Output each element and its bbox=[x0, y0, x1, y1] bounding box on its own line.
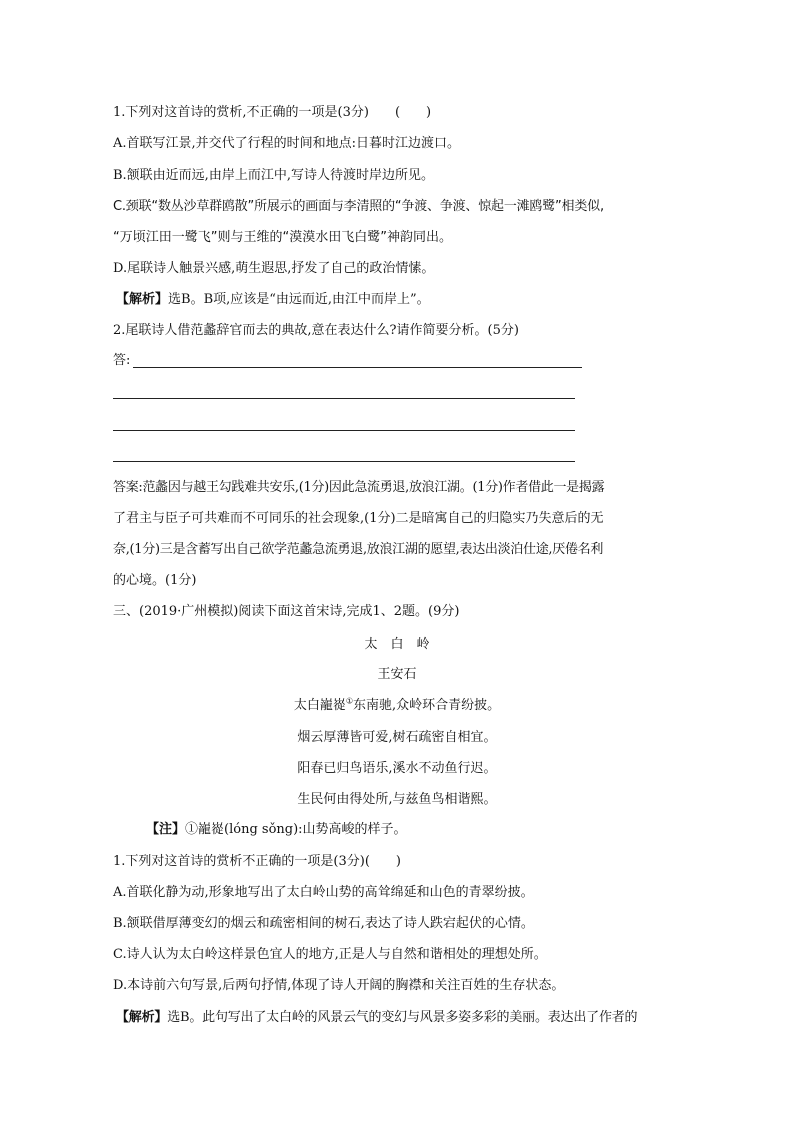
poem-line-2: 烟云厚薄皆可爱,树石疏密自相宜。 bbox=[297, 730, 497, 745]
note-text: ①巃嵸(lóng sǒng):山势高峻的样子。 bbox=[185, 822, 407, 837]
poem-note bbox=[146, 821, 407, 839]
poem-line-1a: 太白巃嵸 bbox=[293, 698, 346, 713]
option-b: B.颔联由近而远,由岸上而江中,写诗人待渡时岸边所见。 bbox=[113, 168, 434, 183]
option-a: A.首联写江景,并交代了行程的时间和地点:日暮时江边渡口。 bbox=[113, 136, 461, 151]
answer-blank-2[interactable] bbox=[113, 398, 575, 399]
footnote-marker: ① bbox=[345, 696, 354, 706]
answer-blank-4[interactable] bbox=[113, 461, 575, 462]
answer-blank-3[interactable] bbox=[113, 430, 575, 431]
option-c-line1: C.颈联“数丛沙草群鸥散”所展示的画面与李清照的“争渡、争渡、惊起一滩鸥鹭”相类似, bbox=[113, 199, 604, 214]
poem-author: 王安石 bbox=[377, 667, 417, 682]
poem-title: 太 白 岭 bbox=[364, 637, 430, 652]
q1-title: 1.下列对这首诗的赏析,不正确的一项是(3分) ( ) bbox=[113, 105, 432, 120]
answer-blank-1[interactable] bbox=[133, 367, 582, 368]
answer-para-1: 答案:范蠡因与越王勾践难共安乐,(1分)因此急流勇退,放浪江湖。(1分)作者借此一是揭露 bbox=[113, 480, 605, 495]
q3-option-c: C.诗人认为太白岭这样景色宜人的地方,正是人与自然和谐相处的理想处所。 bbox=[113, 947, 547, 962]
poem-line-1 bbox=[0, 697, 794, 715]
q2-title: 2.尾联诗人借范蠡辞官而去的典故,意在表达什么?请作简要分析。(5分) bbox=[113, 323, 519, 338]
analysis-text: 选B。B项,应该是“由远而近,由江中而岸上”。 bbox=[168, 292, 430, 307]
q3-analysis-tag: 【解析】 bbox=[116, 1010, 168, 1025]
section-heading: 三、(2019·广州模拟)阅读下面这首宋诗,完成1、2题。(9分) bbox=[113, 604, 460, 619]
option-c-line2: “万顷江田一鹭飞”则与王维的“漠漠水田飞白鹭”神韵同出。 bbox=[113, 230, 452, 245]
q3-analysis bbox=[116, 1009, 637, 1027]
poem-line-4: 生民何由得处所,与兹鱼鸟相谐熙。 bbox=[297, 792, 497, 807]
poem-line-1b: 东南驰,众岭环合青纷披。 bbox=[353, 698, 501, 713]
q3-analysis-text: 选B。此句写出了太白岭的风景云气的变幻与风景多姿多彩的美丽。表达出了作者的 bbox=[167, 1010, 638, 1025]
answer-prefix: 答: bbox=[113, 353, 131, 368]
note-tag: 【注】 bbox=[146, 822, 186, 837]
analysis-tag: 【解析】 bbox=[116, 292, 169, 307]
analysis bbox=[116, 291, 430, 309]
q3-title: 1.下列对这首诗的赏析不正确的一项是(3分)( ) bbox=[113, 854, 401, 869]
poem-line-3: 阳春已归鸟语乐,溪水不动鱼行迟。 bbox=[297, 761, 497, 776]
option-d: D.尾联诗人触景兴感,萌生遐思,抒发了自己的政治情愫。 bbox=[113, 261, 435, 276]
q3-option-d: D.本诗前六句写景,后两句抒情,体现了诗人开阔的胸襟和关注百姓的生存状态。 bbox=[113, 978, 565, 993]
q3-option-a: A.首联化静为动,形象地写出了太白岭山势的高耸绵延和山色的青翠纷披。 bbox=[113, 885, 534, 900]
answer-para-3: 奈,(1分)三是含蓄写出自己欲学范蠡急流勇退,放浪江湖的愿望,表达出淡泊仕途,厌倦名利 bbox=[113, 542, 604, 557]
answer-para-4: 的心境。(1分) bbox=[113, 573, 197, 588]
q3-option-b: B.颔联借厚薄变幻的烟云和疏密相间的树石,表达了诗人跌宕起伏的心情。 bbox=[113, 916, 534, 931]
answer-para-2: 了君主与臣子可共难而不可同乐的社会现象,(1分)二是暗寓自己的归隐实乃失意后的无 bbox=[113, 511, 604, 526]
